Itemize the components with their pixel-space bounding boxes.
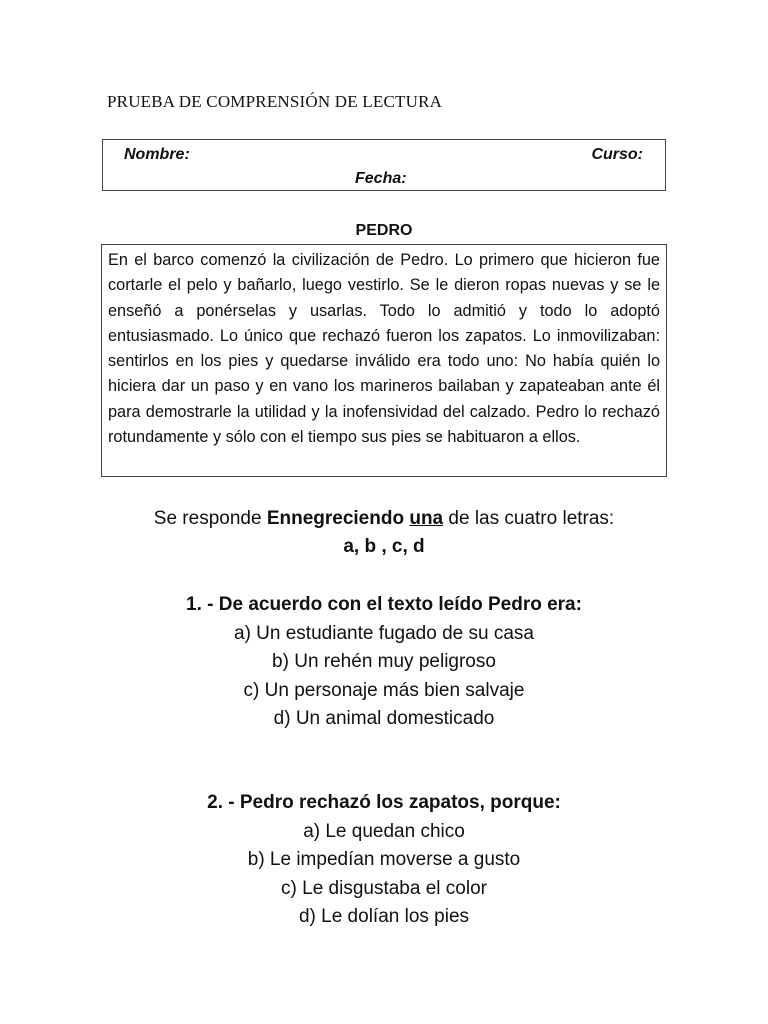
name-label: Nombre:: [124, 146, 190, 163]
instructions: [0, 505, 768, 561]
answer-option[interactable]: c) Un personaje más bien salvaje: [243, 679, 525, 701]
instructions-underlined: una: [409, 508, 444, 529]
instructions-suffix: de las cuatro letras:: [443, 508, 615, 529]
instructions-line: [0, 505, 768, 533]
question-title: 1. - De acuerdo con el texto leído Pedro era:: [186, 594, 582, 615]
answer-option[interactable]: a) Le quedan chico: [303, 820, 465, 842]
instructions-prefix: Se responde: [153, 508, 267, 529]
answer-option[interactable]: a) Un estudiante fugado de su casa: [234, 622, 534, 644]
question-1: [0, 591, 768, 734]
course-label: Curso:: [591, 146, 643, 163]
question-title: 2. - Pedro rechazó los zapatos, porque:: [207, 792, 561, 813]
story-box: [101, 244, 667, 477]
instructions-bold: Ennegreciendo: [266, 508, 405, 529]
story-text: En el barco comenzó la civilización de Pedro. Lo primero que hicieron fue cortarle el pelo y bañarlo, luego vestirlo. Se le dieron ropas nuevas y se le enseñó a ponérselas y usarlas. Todo lo admitió y todo lo adoptó entusiasmado. Lo único que rechazó fueron los zapatos. Lo inmovilizaban: sentirlos en los pies y quedarse inválido era todo uno: No había quién lo hiciera dar un paso y en vano los marineros bailaban y zapateaban ante él para demostrarle la utilidad y la inofensividad del calzado. Pedro lo rechazó rotundamente y sólo con el tiempo sus pies se habituaron a ellos.: [108, 251, 660, 447]
date-label: Fecha:: [355, 170, 407, 187]
answer-option[interactable]: d) Le dolían los pies: [298, 906, 470, 927]
answer-letters: a, b , c, d: [343, 536, 425, 557]
question-2: [0, 789, 768, 932]
story-title: PEDRO: [355, 222, 413, 239]
answer-option[interactable]: b) Un rehén muy peligroso: [272, 651, 496, 672]
answer-option[interactable]: b) Le impedían moverse a gusto: [247, 849, 521, 870]
document-title: PRUEBA DE COMPRENSIÓN DE LECTURA: [107, 92, 443, 111]
answer-option[interactable]: c) Le disgustaba el color: [281, 877, 487, 899]
student-info-box: [102, 139, 666, 191]
answer-option[interactable]: d) Un animal domesticado: [273, 708, 495, 729]
